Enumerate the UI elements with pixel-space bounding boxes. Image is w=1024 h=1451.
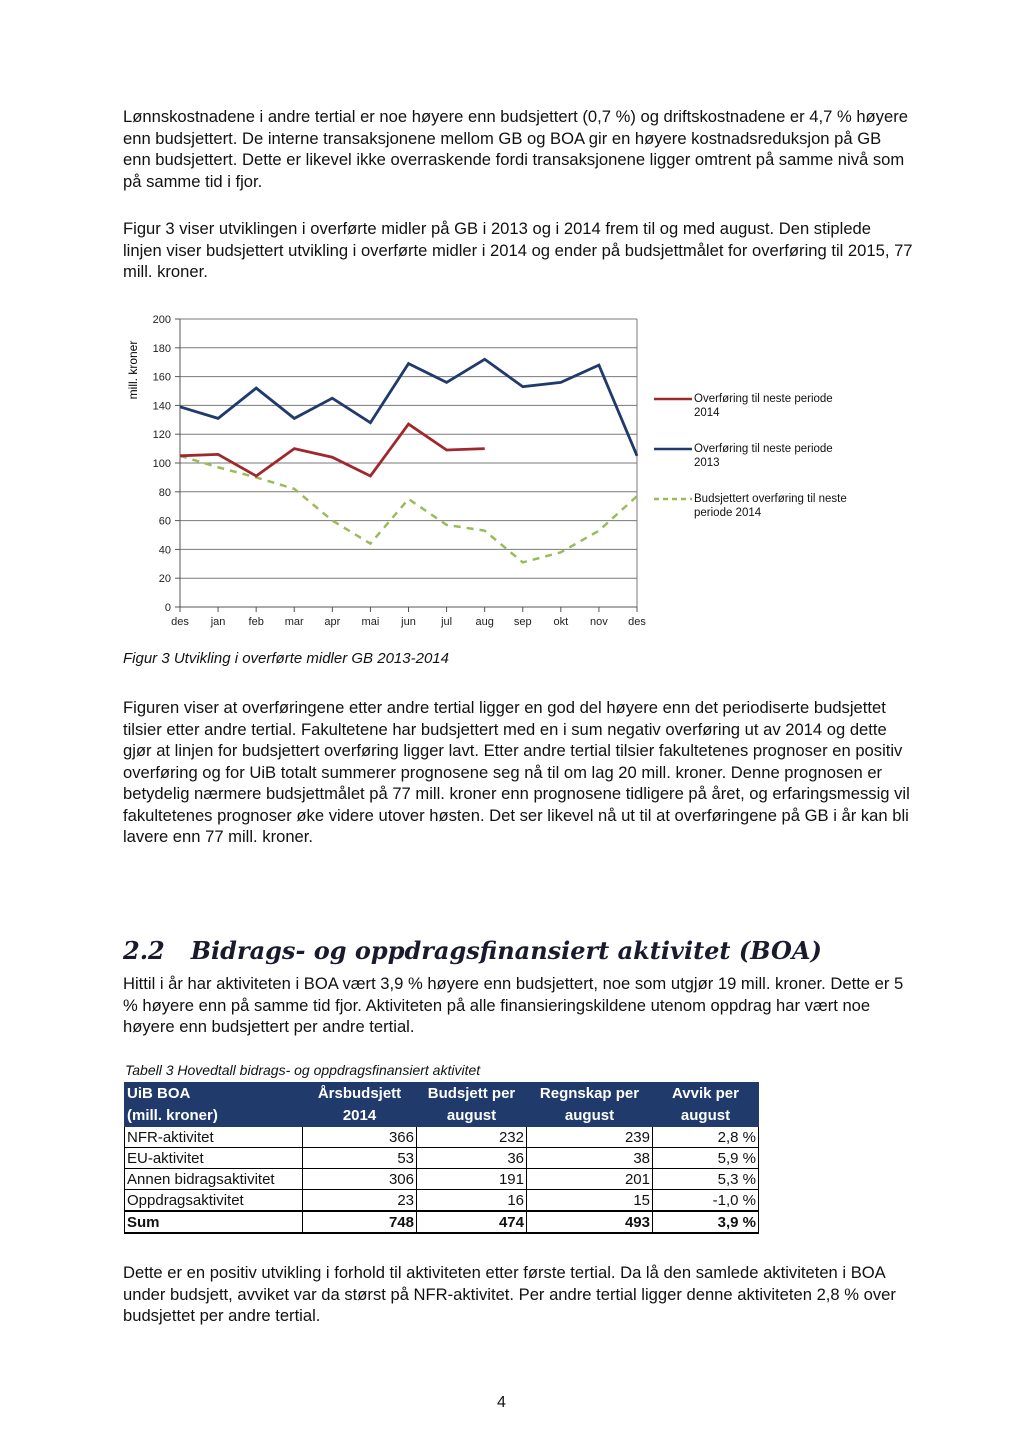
table-header-cell: august <box>417 1105 527 1127</box>
table-cell: 201 <box>527 1169 653 1190</box>
table-cell: 2,8 % <box>653 1127 759 1148</box>
table-cell: 306 <box>303 1169 417 1190</box>
table-row <box>125 1190 759 1212</box>
table-cell: 5,9 % <box>653 1148 759 1169</box>
table-cell: 15 <box>527 1190 653 1212</box>
table-header-cell: Regnskap per <box>527 1083 653 1105</box>
table-cell: 38 <box>527 1148 653 1169</box>
paragraph-figure-analysis: Figuren viser at overføringene etter andre tertial ligger en god del høyere enn det periodiserte budsjettet tilsier etter andre tertial. Fakultetene har budsjettert med en i sum negativ overføring ut av 2014 og dette gjør at linjen for budsjettert overføring ligger lavt. Etter andre tertial tilsier fakultetenes prognoser en positiv overføring og for UiB totalt summerer prognosene seg nå til om lag 20 mill. kroner. Denne prognosen er betydelig nærmere budsjettmålet på 77 mill. kroner enn prognosene tidligere på året, og erfaringsmessig vil fakultetenes prognoser øke videre utover høsten. Det ser likevel nå ut til at overføringene på GB i år kan bli lavere enn 77 mill. kroner. <box>123 698 910 846</box>
paragraph-boa-summary: Hittil i år har aktiviteten i BOA vært 3,9 % høyere enn budsjettert, noe som utgjør 19 mill. kroner. Dette er 5 % høyere enn på samme tid fjor. Aktiviteten på alle finansieringskildene utenom oppdrag har vært noe høyere enn budsjettert per andre tertial. <box>123 974 904 1036</box>
table-cell: 3,9 % <box>653 1211 759 1233</box>
table-header-cell: UiB BOA <box>125 1083 303 1105</box>
table-cell: 23 <box>303 1190 417 1212</box>
y-tick-label: 20 <box>158 573 171 586</box>
table-header-cell: Årsbudsjett <box>303 1083 417 1105</box>
section-heading <box>123 936 822 965</box>
x-tick-label: nov <box>590 616 608 628</box>
legend-item-2013 <box>652 442 852 474</box>
y-tick-label: 60 <box>158 515 171 528</box>
legend-item-budget-2014 <box>652 492 852 524</box>
x-tick-label: des <box>171 616 189 628</box>
x-tick-label: jan <box>210 616 226 628</box>
series-line-1 <box>180 359 637 456</box>
table-header-cell: (mill. kroner) <box>125 1105 303 1127</box>
x-tick-label: mar <box>284 616 304 628</box>
y-axis-label: mill. kroner <box>126 340 140 400</box>
page-number: 4 <box>497 1394 506 1411</box>
x-tick-label: okt <box>553 616 569 628</box>
table-row <box>125 1127 759 1148</box>
table-caption: Tabell 3 Hovedtall bidrags- og oppdragsfinansiert aktivitet <box>125 1062 481 1078</box>
table-header-cell: 2014 <box>303 1105 417 1127</box>
table-cell: 191 <box>417 1169 527 1190</box>
x-tick-label: feb <box>248 616 264 628</box>
x-tick-label: jul <box>441 616 453 628</box>
legend-item-2014 <box>652 392 852 424</box>
boa-table <box>124 1082 759 1234</box>
table-header-cell: Budsjett per <box>417 1083 527 1105</box>
table-cell: 366 <box>303 1127 417 1148</box>
y-tick-label: 100 <box>152 458 171 470</box>
x-tick-label: mai <box>361 616 380 628</box>
y-tick-label: 80 <box>158 486 171 499</box>
x-tick-label: aug <box>475 616 494 628</box>
paragraph-figure-intro: Figur 3 viser utviklingen i overførte midler på GB i 2013 og i 2014 frem til og med august. Den stiplede linjen viser budsjettert utvikling i overførte midler i 2014 og ender på budsjettmålet for overføring til 2015, 77 mill. kroner. <box>123 219 913 281</box>
transfer-line-chart <box>110 308 670 638</box>
table-header-row <box>125 1083 759 1105</box>
table-cell: 474 <box>417 1211 527 1233</box>
x-tick-label: apr <box>324 616 341 628</box>
y-tick-label: 0 <box>164 602 171 614</box>
table-cell: Annen bidragsaktivitet <box>125 1169 303 1190</box>
y-tick-label: 160 <box>152 371 171 384</box>
legend-label-2013: Overføring til neste periode 2013 <box>694 443 833 469</box>
table-cell: 239 <box>527 1127 653 1148</box>
table-sum-row <box>125 1211 759 1233</box>
table-cell: 16 <box>417 1190 527 1212</box>
legend-label-2014: Overføring til neste periode 2014 <box>694 393 833 419</box>
y-tick-label: 180 <box>152 342 171 355</box>
paragraph-boa-conclusion: Dette er en positiv utvikling i forhold til aktiviteten etter første tertial. Da lå den samlede aktiviteten i BOA under budsjett, avviket var da størst på NFR-aktivitet. Per andre tertial ligger denne aktiviteten 2,8 % over budsjettet per andre tertial. <box>123 1263 896 1325</box>
table-row <box>125 1169 759 1190</box>
table-cell: 748 <box>303 1211 417 1233</box>
table-header-cell: Avvik per <box>653 1083 759 1105</box>
table-cell: Sum <box>125 1211 303 1233</box>
y-tick-label: 200 <box>152 314 171 326</box>
table-cell: Oppdragsaktivitet <box>125 1190 303 1212</box>
series-line-0 <box>180 424 485 476</box>
table-row <box>125 1148 759 1169</box>
table-header-cell: august <box>653 1105 759 1127</box>
x-tick-label: jun <box>401 616 416 628</box>
table-cell: 36 <box>417 1148 527 1169</box>
y-tick-label: 140 <box>152 400 171 413</box>
x-tick-label: des <box>628 616 646 628</box>
table-cell: 53 <box>303 1148 417 1169</box>
figure-caption: Figur 3 Utvikling i overførte midler GB 2013-2014 <box>123 650 449 667</box>
table-cell: 493 <box>527 1211 653 1233</box>
paragraph-cost-summary: Lønnskostnadene i andre tertial er noe høyere enn budsjettert (0,7 %) og driftskostnadene er 4,7 % høyere enn budsjettert. De interne transaksjonene mellom GB og BOA gir en høyere kostnadsreduksjon på GB enn budsjettert. Dette er likevel ikke overraskende fordi transaksjonene ligger omtrent på samme nivå som på samme tid i fjor. <box>123 107 908 191</box>
section-number: 2.2 <box>123 936 165 965</box>
table-cell: 232 <box>417 1127 527 1148</box>
table-header-row <box>125 1105 759 1127</box>
table-cell: NFR-aktivitet <box>125 1127 303 1148</box>
legend-label-budget: Budsjettert overføring til neste periode 2014 <box>694 493 847 519</box>
section-title: Bidrags- og oppdragsfinansiert aktivitet (BOA) <box>190 936 822 965</box>
y-tick-label: 40 <box>158 544 171 557</box>
table-cell: EU-aktivitet <box>125 1148 303 1169</box>
table-cell: -1,0 % <box>653 1190 759 1212</box>
x-tick-label: sep <box>513 616 532 628</box>
y-tick-label: 120 <box>152 429 171 442</box>
table-cell: 5,3 % <box>653 1169 759 1190</box>
table-header-cell: august <box>527 1105 653 1127</box>
